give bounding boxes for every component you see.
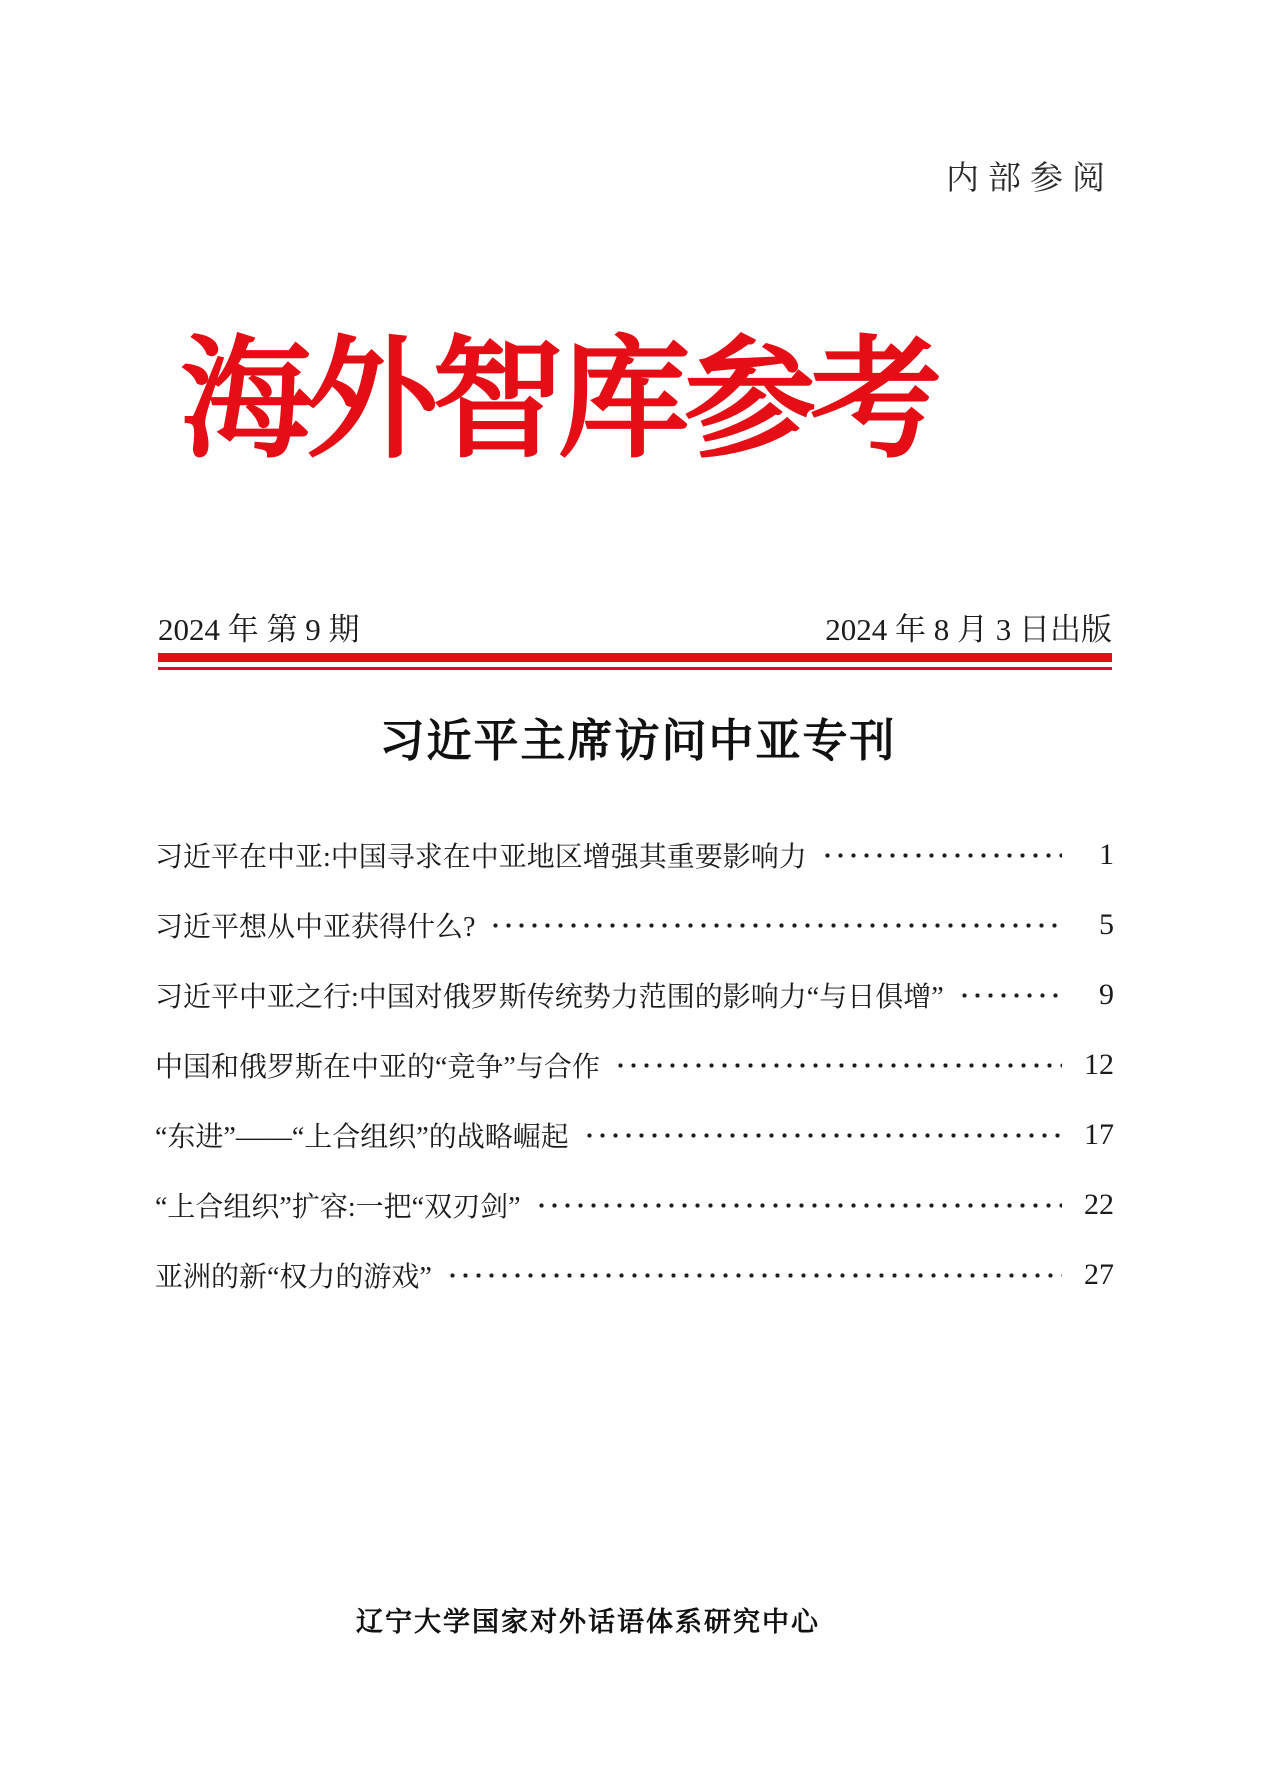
toc-entry — [155, 1100, 1114, 1170]
toc-entry — [155, 1030, 1114, 1100]
toc-page-number: 27 — [1084, 1258, 1114, 1291]
toc-entry-title: “上合组织”扩容:一把“双刃剑” — [155, 1192, 521, 1223]
double-red-rule — [158, 653, 1112, 670]
toc-entry — [155, 820, 1114, 890]
red-rule-thin — [158, 667, 1112, 670]
toc-entry-title: “东进”——“上合组织”的战略崛起 — [155, 1122, 569, 1153]
toc-page-number: 9 — [1099, 978, 1114, 1011]
toc-entry — [155, 890, 1114, 960]
toc-page-number: 22 — [1084, 1188, 1114, 1221]
toc-entry-title: 习近平在中亚:中国寻求在中亚地区增强其重要影响力 — [155, 842, 807, 873]
toc-entry-title: 习近平中亚之行:中国对俄罗斯传统势力范围的影响力“与日俱增” — [155, 982, 944, 1013]
toc-page-number: 17 — [1084, 1118, 1114, 1151]
toc-entry — [155, 1170, 1114, 1240]
journal-masthead-title: 海外智库参考 — [180, 327, 936, 474]
dot-leader — [446, 1240, 1062, 1310]
dot-leader — [489, 890, 1062, 960]
dot-leader — [535, 1170, 1063, 1240]
red-rule-thick — [158, 653, 1112, 662]
special-issue-title: 习近平主席访问中亚专刊 — [379, 715, 897, 766]
toc-entry-title: 中国和俄罗斯在中亚的“竞争”与合作 — [155, 1052, 600, 1083]
toc-entry — [155, 960, 1114, 1030]
toc-entry-title: 亚洲的新“权力的游戏” — [155, 1262, 432, 1293]
dot-leader — [583, 1100, 1062, 1170]
issue-number: 2024 年 第 9 期 — [158, 612, 360, 647]
toc-entry-title: 习近平想从中亚获得什么? — [155, 912, 476, 943]
toc-page-number: 5 — [1099, 908, 1114, 941]
classification-label: 内部参阅 — [946, 161, 1114, 197]
toc-page-number: 12 — [1084, 1048, 1114, 1081]
toc-page-number: 1 — [1099, 838, 1114, 871]
dot-leader — [821, 820, 1062, 890]
dot-leader — [614, 1030, 1062, 1100]
issue-info-line — [158, 604, 1112, 649]
publisher-name: 辽宁大学国家对外话语体系研究中心 — [356, 1607, 820, 1637]
publish-date: 2024 年 8 月 3 日出版 — [825, 612, 1112, 647]
toc-entry — [155, 1240, 1114, 1310]
dot-leader — [958, 960, 1062, 1030]
table-of-contents — [155, 820, 1114, 1310]
